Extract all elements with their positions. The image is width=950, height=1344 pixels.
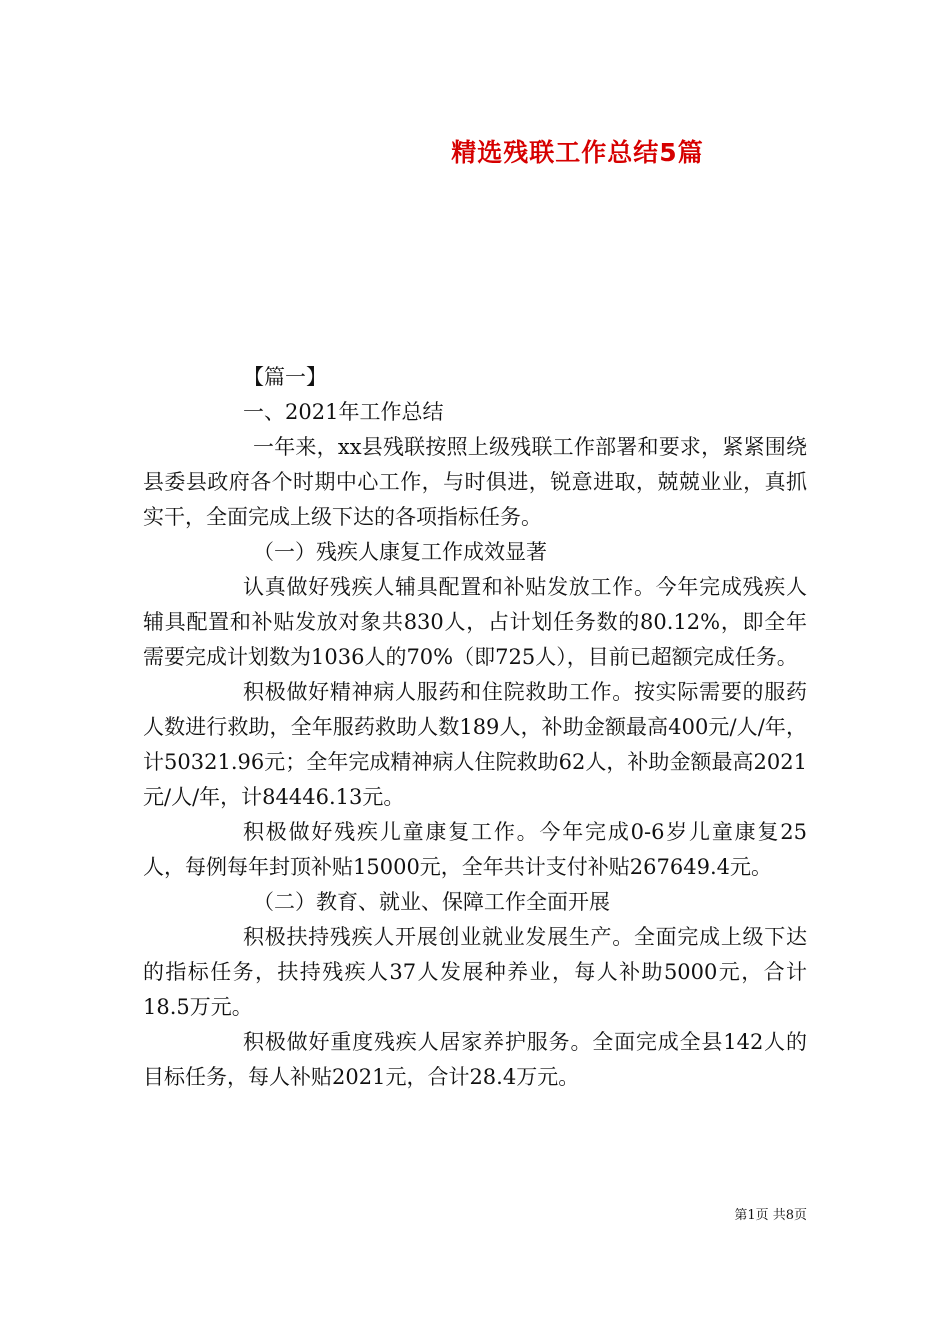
paragraph-assistive-devices: 认真做好残疾人辅具配置和补贴发放工作。今年完成残疾人辅具配置和补贴发放对象共830人，占计划任务数的80.12%，即全年需要完成计划数为1036人的70%（即725人），目前已超额完成任务。 xyxy=(143,575,807,669)
page-number: 第1页 共8页 xyxy=(734,1208,807,1223)
paragraph-home-care: 积极做好重度残疾人居家养护服务。全面完成全县142人的目标任务，每人补贴2021元，合计28.4万元。 xyxy=(143,1030,807,1089)
paragraph-child-rehabilitation: 积极做好残疾儿童康复工作。今年完成0-6岁儿童康复25人，每例每年封顶补贴15000元，全年共计支付补贴267649.4元。 xyxy=(143,820,807,879)
document-title: 精选残联工作总结5篇 xyxy=(451,138,704,167)
paragraph-mental-health-aid: 积极做好精神病人服药和住院救助工作。按实际需要的服药人数进行救助，全年服药救助人数189人，补助金额最高400元/人/年，计50321.96元；全年完成精神病人住院救助62人，补助金额最高2021元/人/年，计84446.13元。 xyxy=(143,680,807,809)
paragraph-intro: 一年来，xx县残联按照上级残联工作部署和要求，紧紧围绕县委县政府各个时期中心工作，与时俱进，锐意进取，兢兢业业，真抓实干，全面完成上级下达的各项指标任务。 xyxy=(143,435,807,529)
subheading-education-employment: （二）教育、就业、保障工作全面开展 xyxy=(253,890,610,914)
heading-work-summary: 一、2021年工作总结 xyxy=(243,400,444,424)
section-label: 【篇一】 xyxy=(243,365,327,389)
subheading-rehabilitation: （一）残疾人康复工作成效显著 xyxy=(253,540,547,564)
paragraph-employment-support: 积极扶持残疾人开展创业就业发展生产。全面完成上级下达的指标任务，扶持残疾人37人发展种养业，每人补助5000元，合计18.5万元。 xyxy=(143,925,807,1019)
document-body xyxy=(143,360,807,1095)
